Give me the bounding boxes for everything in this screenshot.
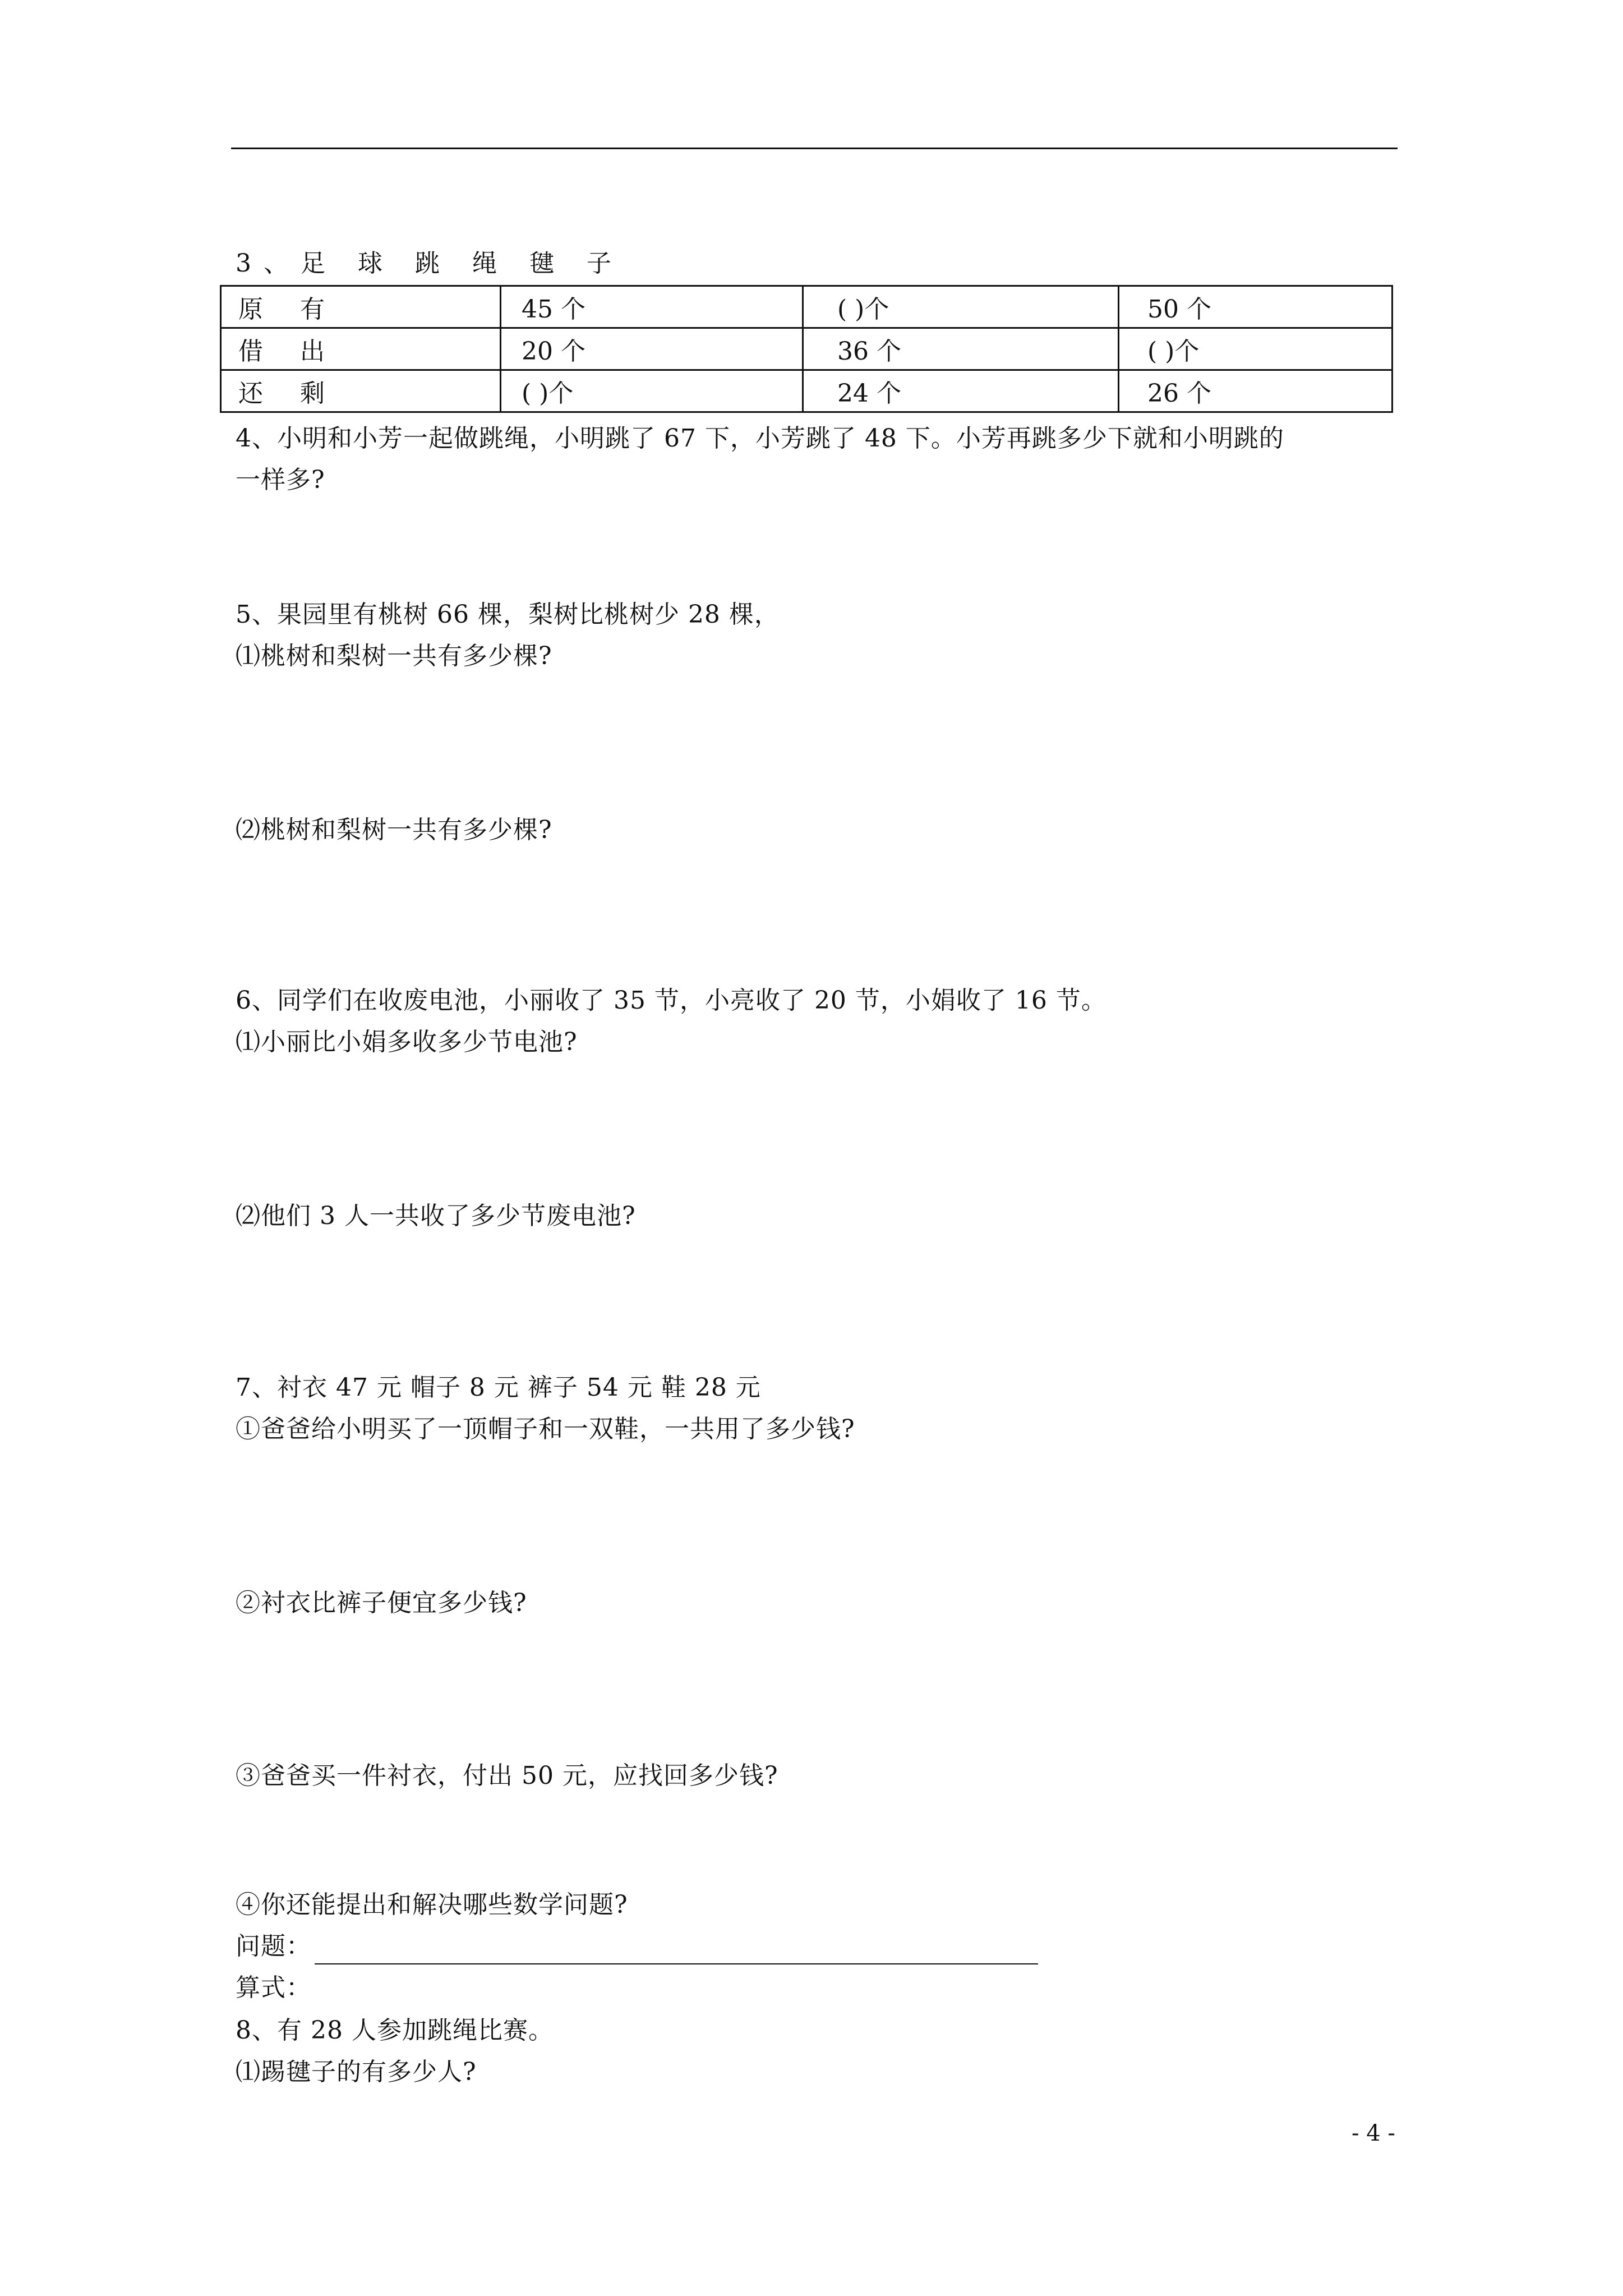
q4-line2: 一样多? [236, 466, 325, 494]
question-label: 问题： [236, 1932, 311, 1961]
table-cell: ( )个 [501, 370, 803, 412]
q5-sub2: ⑵桃树和梨树一共有多少棵? [236, 816, 552, 844]
q7-sub2: ②衬衣比裤子便宜多少钱? [236, 1589, 527, 1617]
row-label: 原 有 [221, 286, 501, 328]
table-cell: ( )个 [1119, 328, 1393, 370]
question-prompt [236, 1929, 1038, 1964]
table-row [221, 370, 1393, 412]
answer-blank [315, 1938, 1038, 1964]
table-cell: 20 个 [501, 328, 803, 370]
table-cell: ( )个 [803, 286, 1119, 328]
q7-sub3: ③爸爸买一件衬衣，付出 50 元，应找回多少钱? [236, 1761, 778, 1790]
q5-sub1: ⑴桃树和梨树一共有多少棵? [236, 642, 552, 670]
formula-label: 算式： [236, 1973, 311, 2002]
page-number: - 4 - [1352, 2120, 1395, 2146]
table-cell: 50 个 [1119, 286, 1393, 328]
q4-line1: 4、小明和小芳一起做跳绳，小明跳了 67 下，小芳跳了 48 下。小芳再跳多少下就和小明跳的 [236, 424, 1284, 453]
q5-stem: 5、果园里有桃树 66 棵，梨树比桃树少 28 棵， [236, 600, 780, 629]
table-cell: 36 个 [803, 328, 1119, 370]
q3-heading: 3、足 球 跳 绳 毽 子 [236, 249, 624, 278]
table-cell: 26 个 [1119, 370, 1393, 412]
table-cell: 45 个 [501, 286, 803, 328]
q7-stem: 7、衬衣 47 元 帽子 8 元 裤子 54 元 鞋 28 元 [236, 1373, 761, 1402]
table-cell: 24 个 [803, 370, 1119, 412]
q8-stem: 8、有 28 人参加跳绳比赛。 [236, 2016, 554, 2045]
header-rule [231, 148, 1398, 149]
q7-sub4: ④你还能提出和解决哪些数学问题? [236, 1890, 628, 1919]
q8-sub1: ⑴踢毽子的有多少人? [236, 2058, 477, 2086]
q3-table [220, 285, 1393, 413]
row-label: 借 出 [221, 328, 501, 370]
table-row [221, 328, 1393, 370]
table-row [221, 286, 1393, 328]
q6-stem: 6、同学们在收废电池，小丽收了 35 节，小亮收了 20 节，小娟收了 16 节。 [236, 986, 1106, 1015]
q6-sub1: ⑴小丽比小娟多收多少节电池? [236, 1028, 578, 1056]
q6-sub2: ⑵他们 3 人一共收了多少节废电池? [236, 1202, 636, 1230]
row-label: 还 剩 [221, 370, 501, 412]
q7-sub1: ①爸爸给小明买了一顶帽子和一双鞋，一共用了多少钱? [236, 1415, 855, 1443]
